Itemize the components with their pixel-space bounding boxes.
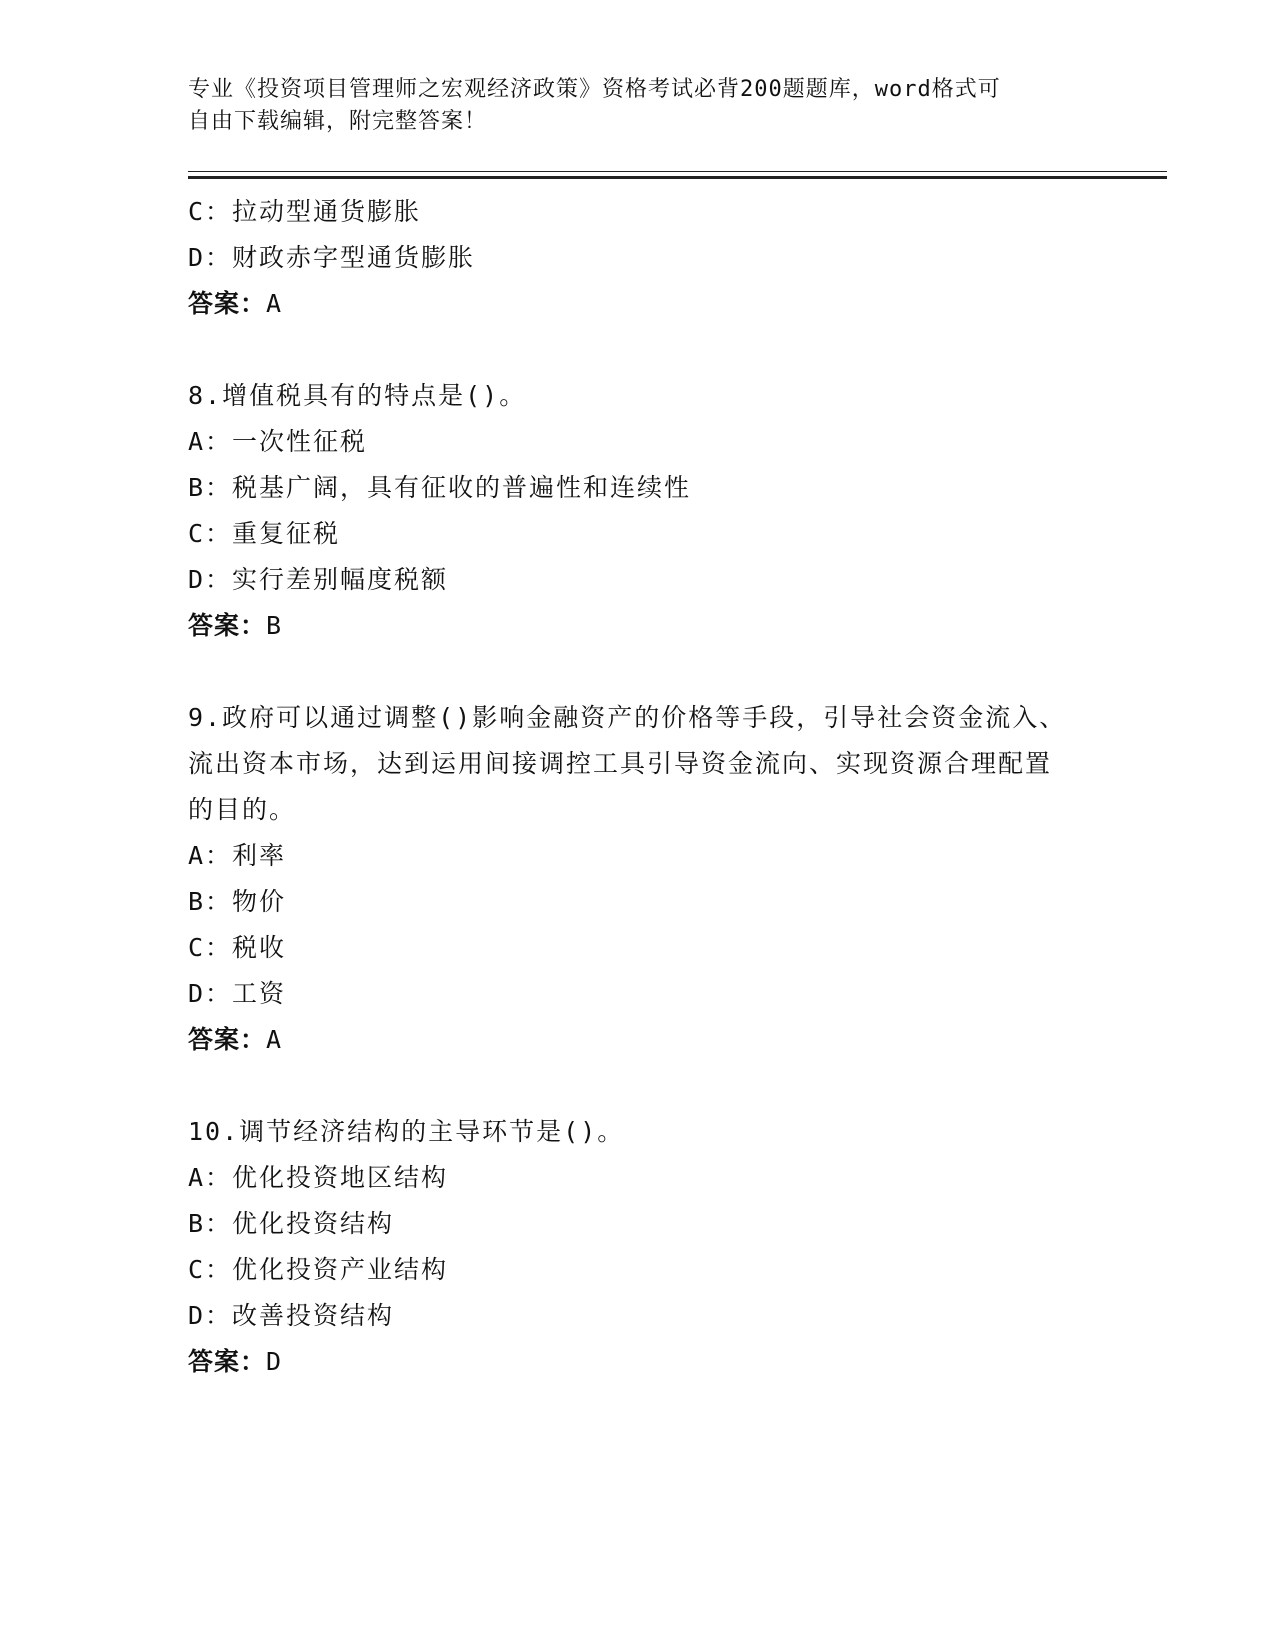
header-line-1: 专业《投资项目管理师之宏观经济政策》资格考试必背200题题库，word格式可 [188,77,1001,102]
answer-value: B [266,611,284,640]
question-10 [188,1109,1068,1385]
option-c: C：优化投资产业结构 [188,1255,449,1284]
option-a: A：一次性征税 [188,427,368,456]
question-stem: 9.政府可以通过调整()影响金融资产的价格等手段，引导社会资金流入、流出资本市场，达到运用间接调控工具引导资金流向、实现资源合理配置的目的。 [188,703,1067,824]
spacer [188,327,1068,373]
continued-question [188,189,1068,327]
answer-line [188,281,1068,327]
answer-line [188,1017,1068,1063]
option-d: D：改善投资结构 [188,1301,395,1330]
answer-label: 答案： [188,289,267,318]
question-stem: 10.调节经济结构的主导环节是()。 [188,1117,625,1146]
question-9 [188,695,1068,1063]
option-b: B：物价 [188,887,287,916]
question-8 [188,373,1068,649]
option-b: B：税基广阔，具有征收的普遍性和连续性 [188,473,692,502]
answer-value: A [266,289,284,318]
answer-label: 答案： [188,1347,267,1376]
header-divider-thick [188,176,1167,179]
option-c: C：拉动型通货膨胀 [188,197,422,226]
option-c: C：税收 [188,933,287,962]
option-d: D：工资 [188,979,287,1008]
answer-line [188,1339,1068,1385]
spacer [188,1063,1068,1109]
option-a: A：优化投资地区结构 [188,1163,449,1192]
answer-label: 答案： [188,1025,267,1054]
header-line-2: 自由下载编辑，附完整答案！ [188,109,488,134]
option-b: B：优化投资结构 [188,1209,395,1238]
option-d: D：实行差别幅度税额 [188,565,449,594]
option-d: D：财政赤字型通货膨胀 [188,243,476,272]
document-header [188,74,1088,138]
answer-value: D [266,1347,284,1376]
answer-line [188,603,1068,649]
spacer [188,649,1068,695]
option-a: A：利率 [188,841,287,870]
question-list [188,189,1068,1385]
question-stem: 8.增值税具有的特点是()。 [188,381,527,410]
header-divider-thin [188,171,1167,172]
option-c: C：重复征税 [188,519,341,548]
answer-value: A [266,1025,284,1054]
answer-label: 答案： [188,611,267,640]
